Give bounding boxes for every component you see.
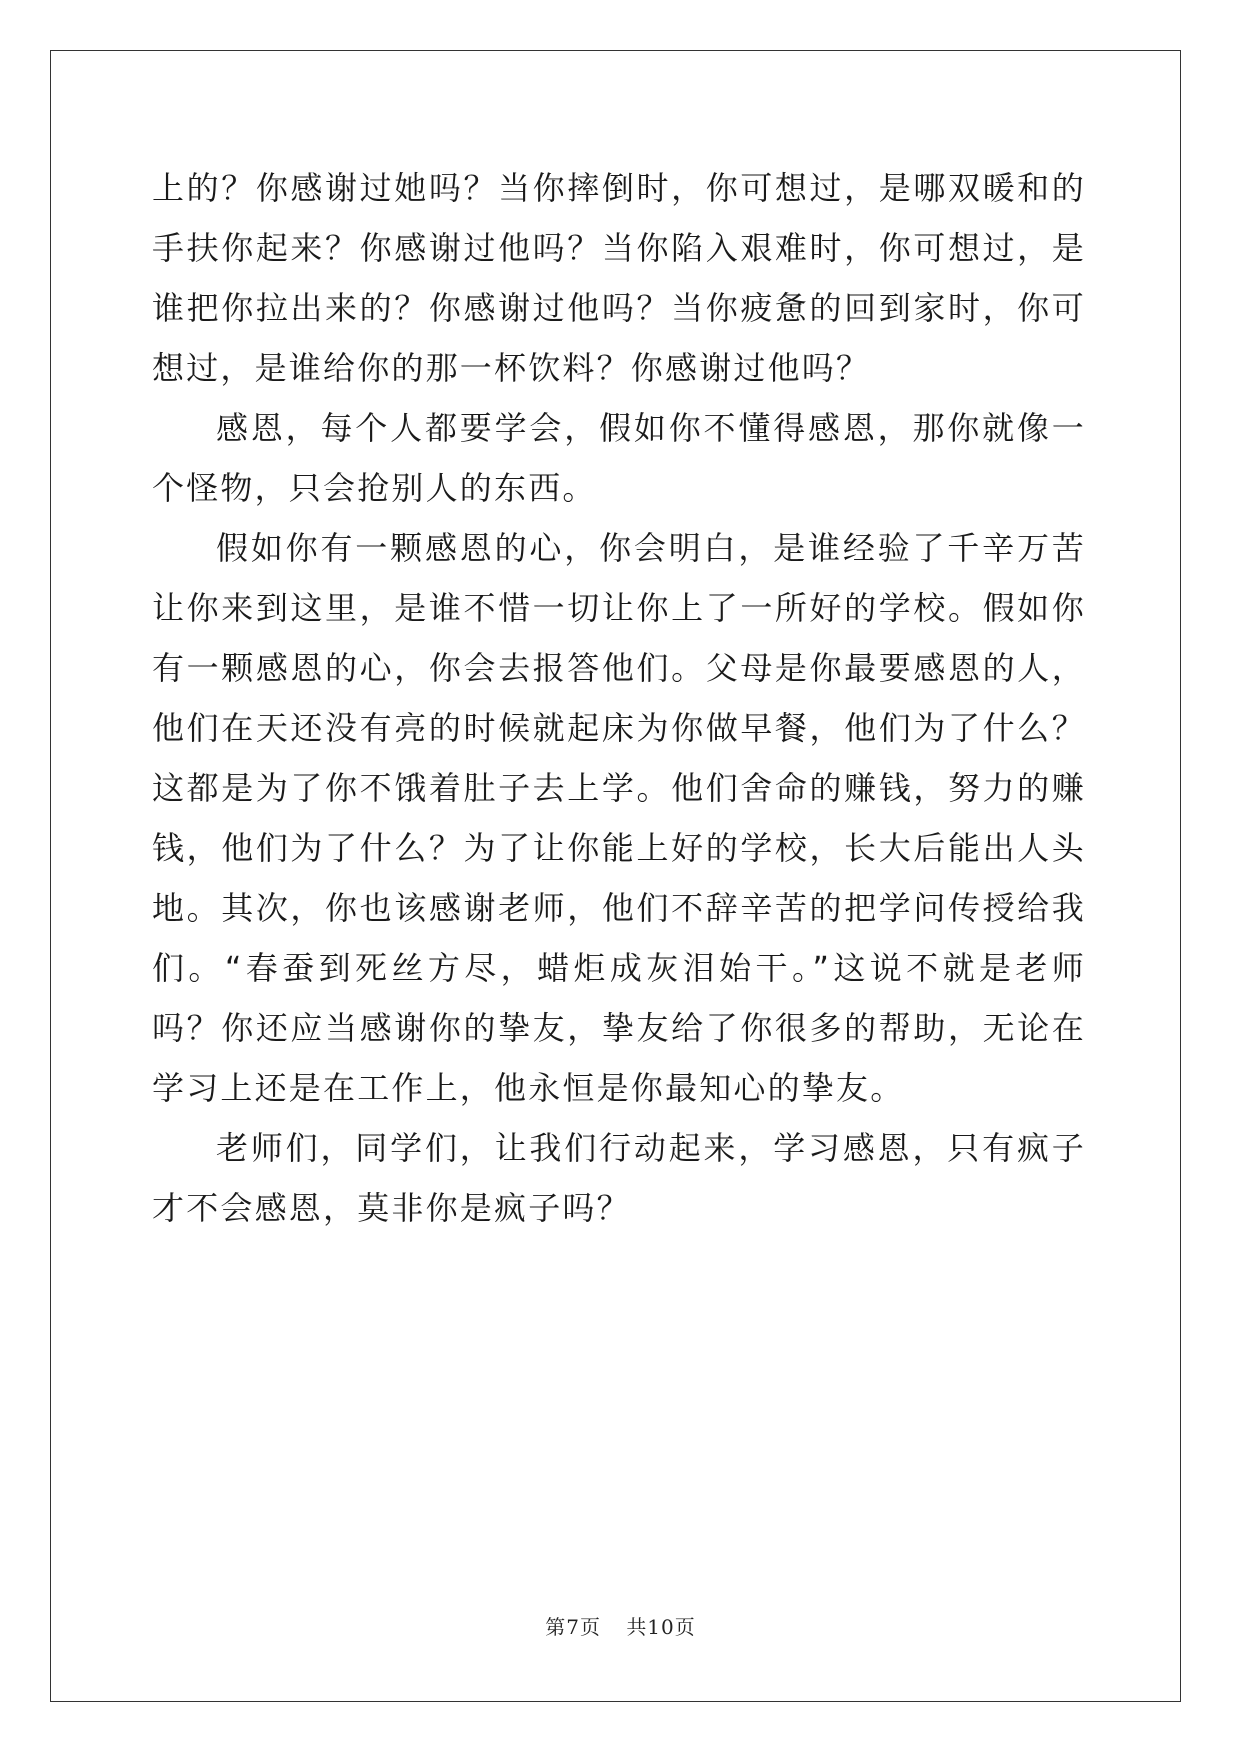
paragraph-2: 感恩，每个人都要学会，假如你不懂得感恩，那你就像一个怪物，只会抢别人的东西。 (152, 409, 1086, 507)
page-total: 共10页 (626, 1615, 696, 1639)
paragraph-4: 老师们，同学们，让我们行动起来，学习感恩，只有疯子才不会感恩，莫非你是疯子吗？ (152, 1129, 1086, 1227)
document-body (152, 158, 1086, 1238)
paragraph-1: 上的？你感谢过她吗？当你摔倒时，你可想过，是哪双暖和的手扶你起来？你感谢过他吗？当你陷入艰难时，你可想过，是谁把你拉出来的？你感谢过他吗？当你疲惫的回到家时，你可想过，是谁给你的那一杯饮料？你感谢过他吗？ (152, 169, 1086, 387)
page-number: 第7页 (545, 1615, 601, 1639)
paragraph-3: 假如你有一颗感恩的心，你会明白，是谁经验了千辛万苦让你来到这里，是谁不惜一切让你上了一所好的学校。假如你有一颗感恩的心，你会去报答他们。父母是你最要感恩的人，他们在天还没有亮的时候就起床为你做早餐，他们为了什么？这都是为了你不饿着肚子去上学。他们舍命的赚钱，努力的赚钱，他们为了什么？为了让你能上好的学校，长大后能出人头地。其次，你也该感谢老师，他们不辞辛苦的把学问传授给我们。“春蚕到死丝方尽，蜡炬成灰泪始干。”这说不就是老师吗？你还应当感谢你的挚友，挚友给了你很多的帮助，无论在学习上还是在工作上，他永恒是你最知心的挚友。 (152, 529, 1086, 1107)
page-footer (0, 1611, 1241, 1640)
